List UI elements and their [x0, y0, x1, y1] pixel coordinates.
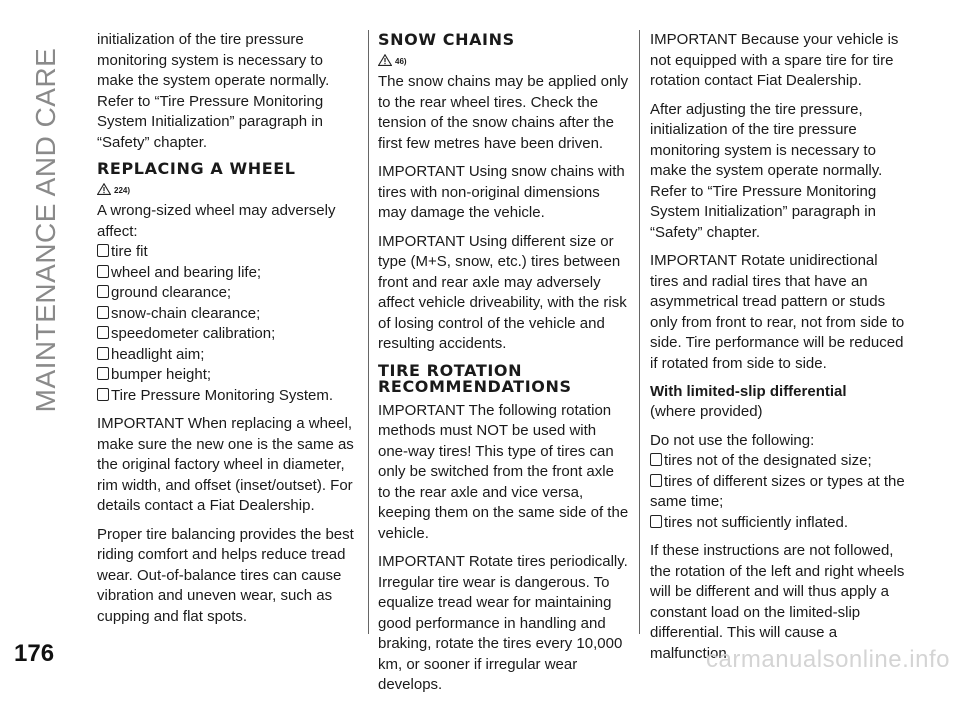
- paragraph: IMPORTANT Using different size or type (M+S, snow, etc.) tires between front and rear axle may adversely affect vehicle driveability, with the risk of losing control of the vehicle and resulting accidents.: [378, 232, 627, 352]
- checkbox-icon: [97, 244, 109, 257]
- paragraph: Proper tire balancing provides the best riding comfort and helps reduce tread wear. Out-of-balance tires can cause vibration and uneven wear, such as cupping and flat spots.: [97, 525, 354, 625]
- paragraph: IMPORTANT When replacing a wheel, make sure the new one is the same as the original factory wheel in diameter, rim width, and offset (inset/outset). For details contact a Fiat Dealership.: [97, 415, 354, 514]
- checkbox-icon: [650, 474, 662, 487]
- list-lead: Do not use the following:: [650, 431, 815, 449]
- paragraph: After adjusting the tire pressure, initialization of the tire pressure monitoring system is necessary to make the system operate normally. Refer to “Tire Pressure Monitoring System Initialization” paragraph in “Safety” chapter.: [650, 100, 883, 241]
- paragraph: The snow chains may be applied only to the rear wheel tires. Check the tension of the snow chains after the first few metres have been driven.: [378, 73, 629, 152]
- paragraph: IMPORTANT Because your vehicle is not equipped with a spare tire for tire rotation contact Fiat Dealership.: [650, 31, 899, 89]
- checkbox-icon: [97, 306, 109, 319]
- column-middle: [378, 30, 630, 704]
- intro-paragraph: initialization of the tire pressure monitoring system is necessary to make the system operate normally. Refer to “Tire Pressure Monitoring System Initialization” paragraph in “Safety” chapter.: [97, 31, 330, 151]
- warning-ref-number: 46): [395, 57, 407, 66]
- list-item: tire fit: [97, 242, 359, 263]
- column-left: [97, 30, 359, 635]
- paragraph: IMPORTANT Rotate tires periodically. Irregular tire wear is dangerous. To equalize tread wear for maintaining good performance in handling and braking, rotate the tires every 10,000 km, or sooner if irregular wear develops.: [378, 553, 628, 693]
- list-item: tires not of the designated size;: [650, 451, 906, 472]
- affect-list: [97, 242, 359, 406]
- subheading-limited-slip: With limited-slip differential: [650, 383, 847, 400]
- list-lead: A wrong-sized wheel may adversely affect:: [97, 202, 336, 240]
- warning-triangle-icon: [378, 54, 392, 66]
- warning-reference: [97, 179, 359, 195]
- list-item: speedometer calibration;: [97, 324, 359, 345]
- warning-ref-number: 224): [114, 186, 131, 195]
- column-divider: [639, 30, 640, 634]
- list-item: tires of different sizes or types at the same time;: [650, 472, 905, 510]
- paragraph: IMPORTANT The following rotation methods must NOT be used with one-way tires! This type of tires can only be switched from the front axle to the rear axle and vice versa, keeping them on the same side of the vehicle.: [378, 401, 629, 542]
- column-divider: [368, 30, 369, 634]
- checkbox-icon: [97, 347, 109, 360]
- checkbox-icon: [97, 326, 109, 339]
- warning-reference: [378, 50, 630, 66]
- column-right: [650, 30, 906, 672]
- list-item: snow-chain clearance;: [97, 304, 359, 325]
- paragraph: If these instructions are not followed, the rotation of the left and right wheels will be different and will thus apply a constant load on the limited-slip differential. This will cause a malfunction.: [650, 542, 905, 662]
- list-item: headlight aim;: [97, 345, 359, 366]
- section-title: MAINTENANCE AND CARE: [30, 47, 61, 413]
- subheading-note: (where provided): [650, 403, 763, 420]
- list-item: tires not sufficiently inflated.: [650, 513, 906, 534]
- checkbox-icon: [97, 367, 109, 380]
- list-item: bumper height;: [97, 365, 359, 386]
- heading-tire-rotation: TIRE ROTATION RECOMMENDATIONS: [378, 360, 572, 396]
- watermark: carmanualsonline.info: [706, 646, 950, 673]
- checkbox-icon: [97, 285, 109, 298]
- do-not-use-list: [650, 451, 906, 533]
- heading-snow-chains: SNOW CHAINS: [378, 30, 515, 49]
- paragraph: IMPORTANT Rotate unidirectional tires and radial tires that have an asymmetrical tread pattern or studs only from front to rear, not from side to side. Tire performance will be reduced if rotated from side to side.: [650, 252, 905, 372]
- page-number: 176: [14, 640, 55, 667]
- checkbox-icon: [97, 265, 109, 278]
- warning-triangle-icon: [97, 183, 111, 195]
- paragraph: IMPORTANT Using snow chains with tires with non-original dimensions may damage the vehicle.: [378, 163, 625, 221]
- list-item: wheel and bearing life;: [97, 263, 359, 284]
- checkbox-icon: [650, 515, 662, 528]
- heading-replacing-wheel: REPLACING A WHEEL: [97, 159, 296, 178]
- list-item: ground clearance;: [97, 283, 359, 304]
- checkbox-icon: [650, 453, 662, 466]
- checkbox-icon: [97, 388, 109, 401]
- list-item: Tire Pressure Monitoring System.: [97, 386, 359, 407]
